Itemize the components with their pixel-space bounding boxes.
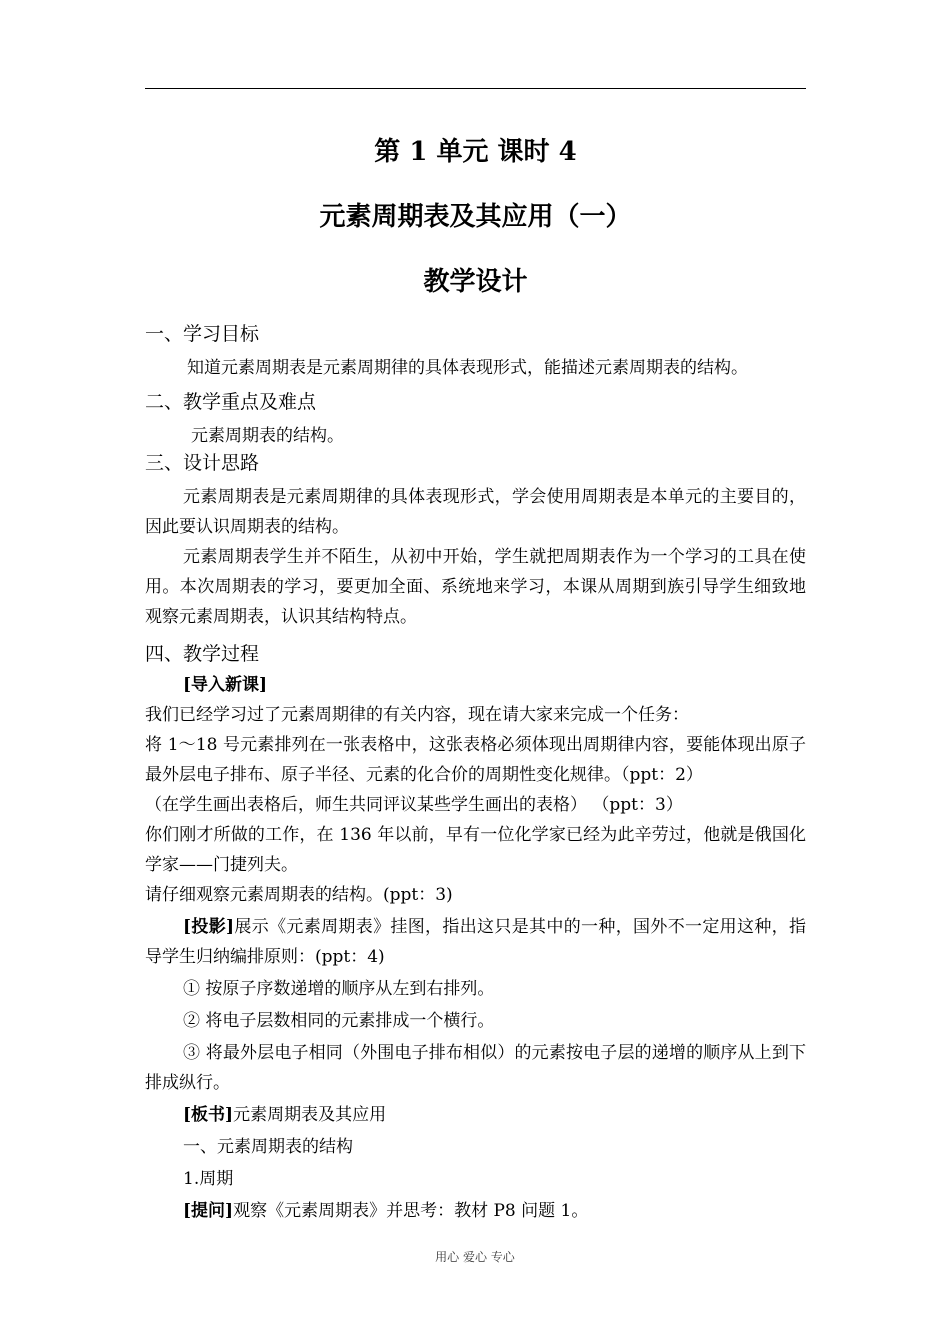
heading-key-points: 二、教学重点及难点 xyxy=(145,391,317,413)
board-paragraph xyxy=(145,1100,806,1130)
design-paragraph-1: 元素周期表是元素周期律的具体表现形式，学会使用周期表是本单元的主要目的，因此要认识周期表的结构。 xyxy=(145,487,806,537)
rule-2: ② 将电子层数相同的元素排成一个横行。 xyxy=(183,1011,495,1031)
process-line-4: 你们刚才所做的工作，在 136 年以前，早有一位化学家已经为此辛劳过，他就是俄国化学家——门捷列夫。 xyxy=(145,825,806,875)
rule-3: ③ 将最外层电子相同（外围电子排布相似）的元素按电子层的递增的顺序从上到下排成纵行。 xyxy=(145,1043,806,1093)
key-points-text: 元素周期表的结构。 xyxy=(191,426,344,446)
heading-objectives: 一、学习目标 xyxy=(145,323,260,345)
heading-teaching-process: 四、教学过程 xyxy=(145,643,260,665)
question-paragraph xyxy=(145,1196,806,1226)
process-line-5: 请仔细观察元素周期表的结构。(ppt：3) xyxy=(145,885,453,905)
document-body xyxy=(145,128,806,1226)
title-topic: 元素周期表及其应用（一） xyxy=(319,202,632,232)
board-text: 元素周期表及其应用 xyxy=(233,1105,387,1125)
process-line-2: 将 1～18 号元素排列在一张表格中，这张表格必须体现出周期律内容，要能体现出原子最外层电子排布、原子半径、元素的化合价的周期性变化规律。（ppt：2） xyxy=(145,735,806,785)
header-rule xyxy=(145,88,806,89)
process-line-1: 我们已经学习过了元素周期律的有关内容，现在请大家来完成一个任务： xyxy=(145,705,689,725)
board-item-2: 1.周期 xyxy=(183,1169,234,1189)
projection-paragraph xyxy=(145,912,806,972)
question-text: 观察《元素周期表》并思考：教材 P8 问题 1。 xyxy=(233,1201,589,1221)
intro-tag: [导入新课] xyxy=(183,675,268,695)
heading-design-ideas: 三、设计思路 xyxy=(145,452,260,474)
page-footer: 用心 爱心 专心 xyxy=(435,1250,515,1264)
title-lesson: 第 1 单元 课时 4 xyxy=(374,137,577,167)
board-item-1: 一、元素周期表的结构 xyxy=(183,1137,353,1157)
projection-tag: [投影] xyxy=(183,917,235,937)
board-tag: [板书] xyxy=(183,1105,234,1125)
objectives-text: 知道元素周期表是元素周期律的具体表现形式，能描述元素周期表的结构。 xyxy=(187,358,748,378)
title-design: 教学设计 xyxy=(423,267,528,297)
question-tag: [提问] xyxy=(183,1201,234,1221)
projection-text: 展示《元素周期表》挂图，指出这只是其中的一种，国外不一定用这种，指导学生归纳编排原则：(ppt：4) xyxy=(145,917,807,967)
rule-1: ① 按原子序数递增的顺序从左到右排列。 xyxy=(183,979,495,999)
process-line-3: （在学生画出表格后，师生共同评议某些学生画出的表格） （ppt：3） xyxy=(145,795,683,815)
design-paragraph-2: 元素周期表学生并不陌生，从初中开始，学生就把周期表作为一个学习的工具在使用。本次周期表的学习，要更加全面、系统地来学习，本课从周期到族引导学生细致地观察元素周期表，认识其结构特点。 xyxy=(145,547,806,627)
